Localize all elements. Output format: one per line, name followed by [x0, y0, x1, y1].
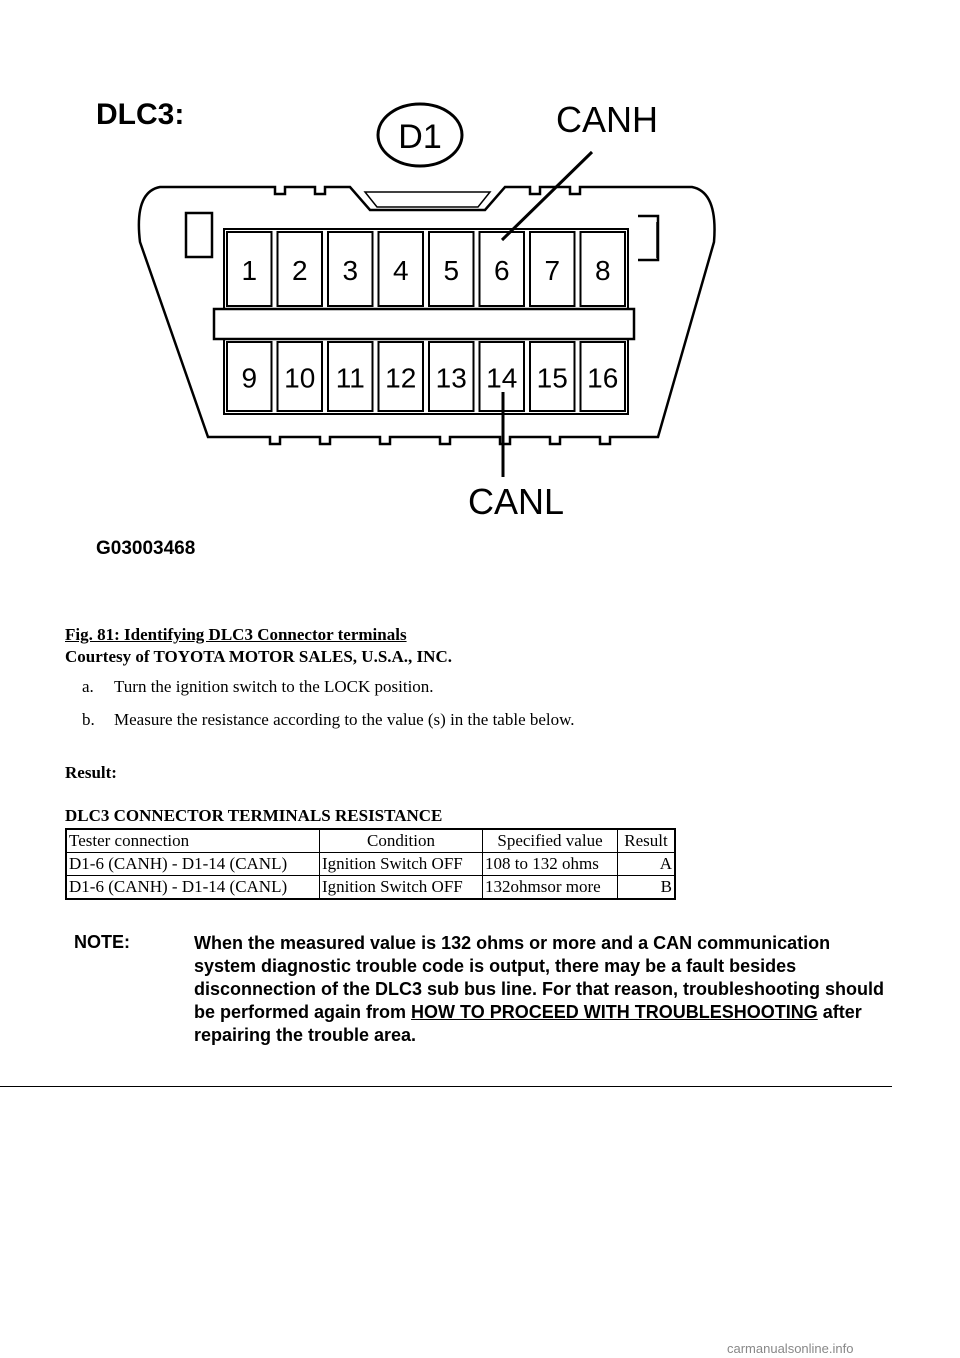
figure-heading: DLC3: [96, 98, 185, 131]
pin-number: 16 [587, 362, 619, 394]
step-text: Measure the resistance according to the value (s) in the table below. [114, 710, 575, 729]
pin-row-separator [214, 309, 634, 339]
pin-number: 15 [536, 362, 568, 394]
pin-number: 7 [544, 255, 561, 286]
pin-number: 11 [335, 362, 365, 394]
top-pin-row [227, 232, 625, 306]
pin-number: 12 [385, 362, 417, 394]
figure-code: G03003468 [96, 538, 196, 559]
header-result: Result [618, 829, 676, 853]
result-label: Result: [65, 763, 117, 782]
pin-number: 3 [342, 255, 359, 286]
header-condition: Condition [320, 829, 483, 853]
dlc3-connector-diagram [90, 82, 790, 582]
note-label: NOTE: [74, 932, 130, 952]
cell-condition: Ignition Switch OFF [320, 876, 483, 900]
canl-label: CANL [468, 481, 565, 522]
top-pin-row-frame [224, 229, 628, 309]
table-header-row [66, 829, 675, 853]
procedure-steps [82, 676, 575, 742]
cell-condition: Ignition Switch OFF [320, 853, 483, 876]
watermark: carmanualsonline.info [727, 1341, 854, 1356]
pin-number: 1 [241, 255, 258, 286]
step-item [82, 709, 575, 742]
cell-specified-value: 132ohmsor more [483, 876, 618, 900]
pin-number: 14 [486, 362, 518, 394]
pin-number: 4 [392, 255, 409, 286]
resistance-table [65, 828, 676, 900]
table-title: DLC3 CONNECTOR TERMINALS RESISTANCE [65, 806, 443, 825]
figure-title: Fig. 81: Identifying DLC3 Connector terminals [65, 625, 407, 644]
pin-number: 9 [241, 362, 258, 394]
how-to-proceed-link[interactable]: HOW TO PROCEED WITH TROUBLESHOOTING [411, 1002, 818, 1022]
left-latch [186, 213, 212, 257]
pin-number: 6 [493, 255, 510, 286]
right-latch [638, 216, 658, 260]
canh-leader-line [502, 152, 592, 240]
cell-tester-connection: D1-6 (CANH) - D1-14 (CANL) [66, 876, 320, 900]
step-label: a. [82, 677, 94, 696]
connector-id-label: D1 [398, 118, 442, 156]
header-tester-connection: Tester connection [66, 829, 320, 853]
step-label: b. [82, 710, 95, 729]
header-specified-value: Specified value [483, 829, 618, 853]
figure-courtesy: Courtesy of TOYOTA MOTOR SALES, U.S.A., INC. [65, 647, 452, 666]
pin-number: 8 [594, 255, 611, 286]
pin-number: 5 [443, 255, 460, 286]
table-row [66, 853, 675, 876]
pin-number: 10 [284, 362, 316, 394]
step-text: Turn the ignition switch to the LOCK position. [114, 677, 434, 696]
cell-tester-connection: D1-6 (CANH) - D1-14 (CANL) [66, 853, 320, 876]
figure-caption [65, 624, 452, 668]
cell-specified-value: 108 to 132 ohms [483, 853, 618, 876]
bottom-divider [0, 1086, 892, 1087]
note-text-before: When the measured value is 132 ohms or more and a CAN communication system diagnostic trouble code is output, there may be a fault besides disconnection of the DLC3 sub bus line. For that reason, troubleshooting should be performed again from [194, 933, 885, 1022]
dlc3-connector-figure [90, 82, 790, 582]
table-row [66, 876, 675, 900]
pin-number: 2 [291, 255, 308, 286]
cell-result: A [618, 853, 676, 876]
bottom-pin-row [227, 342, 625, 411]
note-text-after: after repairing the trouble area. [194, 1002, 862, 1045]
pin-number: 13 [435, 362, 467, 394]
step-item [82, 676, 575, 709]
note-text [194, 932, 894, 1047]
canh-label: CANH [556, 99, 659, 140]
connector-key-notch [365, 192, 490, 207]
cell-result: B [618, 876, 676, 900]
